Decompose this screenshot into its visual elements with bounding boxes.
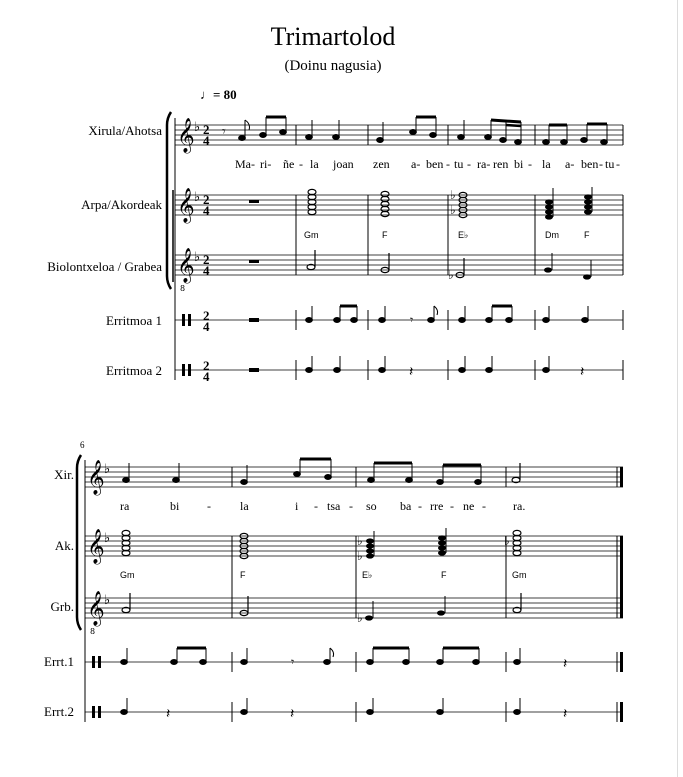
lyric-syllable: zen xyxy=(373,157,390,171)
instrument-name: Xir. xyxy=(54,467,74,482)
percussion-clefs xyxy=(92,656,101,718)
lyric-syllable: so xyxy=(366,499,377,513)
staff-lines xyxy=(85,467,623,712)
accidentals xyxy=(357,534,510,563)
svg-text:𝄽: 𝄽 xyxy=(166,706,171,722)
flat-sign: ♭ xyxy=(104,593,111,608)
lyric-hyphen: - xyxy=(299,157,303,171)
lyric-syllable: Ma- xyxy=(235,157,255,171)
svg-text:𝄽: 𝄽 xyxy=(563,706,568,722)
svg-text:♭: ♭ xyxy=(357,534,363,548)
lyric-hyphen: - xyxy=(418,499,422,513)
lyric-syllable: ben xyxy=(426,157,444,171)
svg-text:♭: ♭ xyxy=(357,549,363,563)
lyric-hyphen: - xyxy=(467,157,471,171)
instrument-name: Erritmoa 2 xyxy=(106,363,162,378)
rhythm-2-notes xyxy=(306,356,585,380)
flat-sign: ♭ xyxy=(448,268,454,282)
octave-mark: 8 xyxy=(180,284,186,293)
lyric-syllable: rre xyxy=(430,499,444,513)
svg-text:2: 2 xyxy=(203,358,210,373)
lyric-syllable: tu xyxy=(454,157,464,171)
lyric-syllable: ra xyxy=(120,499,130,513)
lyric-syllable: a- xyxy=(565,157,575,171)
rests xyxy=(249,200,259,372)
svg-text:4: 4 xyxy=(203,263,210,278)
lyric-syllable: i xyxy=(295,499,299,513)
final-barlines xyxy=(617,467,623,722)
rhythm-2-notes xyxy=(121,698,568,722)
score-subtitle: (Doinu nagusia) xyxy=(284,58,382,74)
flat-sign: ♭ xyxy=(194,190,201,205)
bass-notes-filled xyxy=(544,253,591,280)
svg-text:♭: ♭ xyxy=(504,534,510,548)
lyric-hyphen: - xyxy=(616,157,620,171)
svg-text:𝄾: 𝄾 xyxy=(291,655,295,669)
chord-symbol: F xyxy=(584,230,590,240)
svg-text:2: 2 xyxy=(203,192,210,207)
lyric-syllable: ren xyxy=(493,157,509,171)
chord-symbol: E♭ xyxy=(458,230,469,240)
chord-symbol: F xyxy=(240,570,246,580)
lyric-syllable: a- xyxy=(411,157,421,171)
svg-text:2: 2 xyxy=(203,122,210,137)
instrument-name: Erritmoa 1 xyxy=(106,313,162,328)
instrument-name: Xirula/Ahotsa xyxy=(88,123,162,138)
flat-sign: ♭ xyxy=(194,120,201,135)
time-signatures xyxy=(203,122,210,384)
lyric-syllable: la xyxy=(310,157,319,171)
svg-text:𝄽: 𝄽 xyxy=(290,706,295,722)
lyric-hyphen: - xyxy=(528,157,532,171)
chord-symbol: Gm xyxy=(120,570,135,580)
lyric-syllable: ri- xyxy=(260,157,272,171)
treble-clef: 𝄞 xyxy=(87,529,105,564)
lyric-syllable: ra. xyxy=(513,499,526,513)
chord-symbol: Gm xyxy=(304,230,319,240)
flat-sign: ♭ xyxy=(104,531,111,546)
bass-notes xyxy=(122,593,521,616)
svg-text:4: 4 xyxy=(203,203,210,218)
treble-clef-8vb: 𝄞 xyxy=(87,591,105,626)
score-title: Trimartolod xyxy=(270,22,396,51)
bracket xyxy=(167,112,171,289)
instrument-name: Biolontxeloa / Grabea xyxy=(47,259,162,274)
lyric-syllable: tu xyxy=(605,157,615,171)
chord-notes-filled xyxy=(366,528,446,559)
svg-text:𝄾: 𝄾 xyxy=(222,124,226,140)
rhythm-1-notes xyxy=(306,306,589,327)
chord-symbol: F xyxy=(382,230,388,240)
chords xyxy=(308,189,467,217)
svg-text:𝄽: 𝄽 xyxy=(580,364,585,380)
svg-text:4: 4 xyxy=(203,319,210,334)
lyric-syllable: la xyxy=(240,499,249,513)
lyric-syllable: joan xyxy=(333,157,354,171)
flat-sign: ♭ xyxy=(104,462,111,477)
flat-sign: ♭ xyxy=(194,250,201,265)
svg-text:𝄽: 𝄽 xyxy=(409,364,414,380)
octave-mark: 8 xyxy=(90,627,96,636)
lyric-syllable: ben xyxy=(581,157,599,171)
lyric-syllable: bi xyxy=(514,157,524,171)
lyric-hyphen: - xyxy=(349,499,353,513)
lyric-hyphen: - xyxy=(450,499,454,513)
instrument-name: Errt.2 xyxy=(44,704,74,719)
barlines xyxy=(296,125,623,380)
lyric-syllable: tsa xyxy=(327,499,341,513)
measure-number: 6 xyxy=(80,440,85,450)
lyric-syllable: ne xyxy=(463,499,475,513)
lyric-hyphen: - xyxy=(446,157,450,171)
chord-symbol: E♭ xyxy=(362,570,373,580)
chords xyxy=(122,530,521,558)
svg-text:𝄽: 𝄽 xyxy=(563,656,568,672)
bracket xyxy=(77,455,81,630)
lyric-hyphen: - xyxy=(207,499,211,513)
system-1 xyxy=(167,112,623,384)
svg-text:4: 4 xyxy=(203,133,210,148)
treble-clef: 𝄞 xyxy=(177,188,195,223)
instrument-name: Arpa/Akordeak xyxy=(81,197,162,212)
chord-symbol: Dm xyxy=(545,230,559,240)
rhythm-1-notes xyxy=(121,648,568,672)
instrument-name: Errt.1 xyxy=(44,654,74,669)
svg-text:♭: ♭ xyxy=(450,203,456,217)
svg-text:4: 4 xyxy=(203,369,210,384)
system-2 xyxy=(77,455,623,722)
tempo-marking: ♩= 80 xyxy=(200,87,237,102)
lyric-syllable: ñe xyxy=(283,157,295,171)
lyric-hyphen: - xyxy=(314,499,318,513)
staff-lines xyxy=(175,125,623,370)
lyric-syllable: la xyxy=(542,157,551,171)
lyric-syllable: bi xyxy=(170,499,180,513)
svg-text:♭: ♭ xyxy=(450,188,456,202)
chord-symbol: F xyxy=(441,570,447,580)
flat-sign: ♭ xyxy=(357,611,363,625)
lyric-hyphen: - xyxy=(599,157,603,171)
svg-text:𝄾: 𝄾 xyxy=(410,313,414,327)
bass-notes xyxy=(307,250,464,278)
svg-text:2: 2 xyxy=(203,308,210,323)
treble-clef-8vb: 𝄞 xyxy=(177,248,195,283)
accidentals xyxy=(450,188,456,217)
barlines xyxy=(232,467,506,722)
instrument-name: Grb. xyxy=(50,599,74,614)
lyric-syllable: ba xyxy=(400,499,412,513)
instrument-name: Ak. xyxy=(54,538,74,553)
melody-half-note xyxy=(512,463,520,483)
svg-text:2: 2 xyxy=(203,252,210,267)
treble-clef: 𝄞 xyxy=(87,460,105,495)
treble-clef: 𝄞 xyxy=(177,118,195,153)
percussion-clefs xyxy=(182,314,191,376)
chord-symbol: Gm xyxy=(512,570,527,580)
lyric-hyphen: - xyxy=(482,499,486,513)
lyric-syllable: ra- xyxy=(477,157,491,171)
